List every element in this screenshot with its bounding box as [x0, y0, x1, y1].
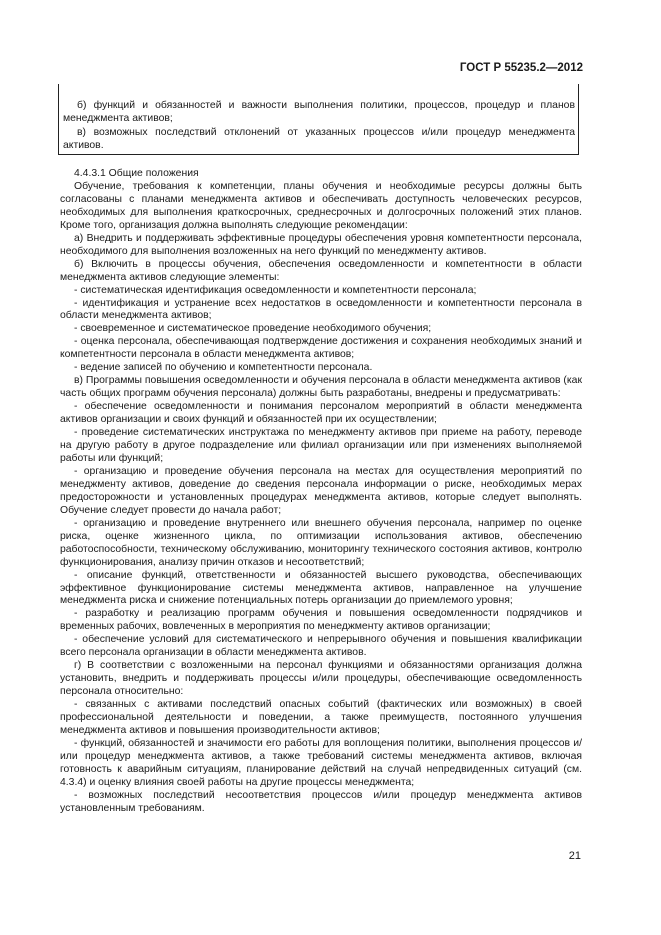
list-item: - обеспечение условий для систематического и непрерывного обучения и повышения квалификации всего персонала организации в области менеджмента активов.: [60, 634, 582, 659]
section-heading: 4.4.3.1 Общие положения: [74, 168, 199, 179]
list-item: - описание функций, ответственности и обязанностей высшего руководства, обеспечивающих эффективное функционирование системы менеджмента активов, направленное на улучшение менеджмента риска и снижение потенциальных потерь организации до приемлемого уровня;: [60, 569, 582, 607]
paragraph: г) В соответствии с возложенными на персонал функциями и обязанностями организация должна установить, внедрить и поддерживать процессы и/или процедуры, обеспечивающие осведомленность персонала относительно:: [60, 660, 582, 698]
main-text: [60, 168, 582, 816]
list-item: - оценка персонала, обеспечивающая подтверждение достижения и сохранения необходимых знаний и компетентности персонала в области менеджмента активов;: [60, 336, 582, 361]
bordered-box-text: [63, 99, 575, 153]
list-item: - проведение систематических инструктажа по менеджменту активов при приеме на работу, переводе на другую работу в другое подразделение или филиал организации или при изменениях выполняемой работы или функций;: [60, 427, 582, 464]
list-item: - идентификация и устранение всех недостатков в осведомленности и компетентности персонала в области менеджмента активов;: [60, 297, 582, 322]
page-number: 21: [568, 850, 581, 862]
document-header: ГОСТ Р 55235.2—2012: [459, 62, 583, 74]
list-item: - своевременное и систематическое проведение необходимого обучения;: [74, 323, 432, 335]
list-item: - ведение записей по обучению и компетентности персонала.: [74, 362, 373, 374]
paragraph: б) Включить в процессы обучения, обеспечения осведомленности и компетентности в области менеджмента активов следующие элементы:: [60, 258, 582, 283]
paragraph: в) Программы повышения осведомленности и обучения персонала в области менеджмента активов (как часть общих программ обучения персонала) должны быть разработаны, внедрены и предусматривать:: [60, 375, 582, 400]
list-item: - обеспечение осведомленности и понимания персоналом мероприятий в области менеджмента активов организации и своих функций и обязанностей при их осуществлении;: [60, 401, 582, 426]
list-item: - возможных последствий несоответствия процессов и/или процедур менеджмента активов установленным требованиям.: [60, 789, 582, 814]
paragraph: Обучение, требования к компетенции, планы обучения и необходимые ресурсы должны быть согласованы с планами менеджмента активов и обеспечивать доступность человеческих ресурсов, необходимых для выполнения краткосрочных, среднесрочных и долгосрочных положений этих планов. Кроме того, организация должна выполнять следующие рекомендации:: [60, 180, 582, 231]
box-item-b: б) функций и обязанностей и важности выполнения политики, процессов, процедур и планов менеджмента активов;: [63, 100, 575, 125]
list-item: - функций, обязанностей и значимости его работы для воплощения политики, выполнения процессов и/или процедур менеджмента активов, а также требований системы менеджмента активов, включая готовность к аварийным ситуациям, планирование действий на случай непредвиденных ситуаций (см. 4.3.4) и оценку влияния своей работы на другие процессы менеджмента;: [60, 737, 582, 788]
list-item: - разработку и реализацию программ обучения и повышения осведомленности подрядчиков и временных рабочих, вовлеченных в мероприятия по менеджменту активов организации;: [60, 608, 582, 633]
list-item: - связанных с активами последствий опасных событий (фактических или возможных) в своей профессиональной деятельности и поведении, а также преимуществ, постоянного улучшения менеджмента активов и повышения производительности активов;: [60, 699, 582, 736]
list-item: - организацию и проведение обучения персонала на местах для осуществления мероприятий по менеджменту активов, доведение до сведения персонала информации о риске, необходимых мерах предосторожности и установленных процедурах менеджмента активов, которые следует выполнять. Обучение следует провести до начала работ;: [60, 465, 582, 516]
list-item: - организацию и проведение внутреннего или внешнего обучения персонала, например по оценке риска, оценке жизненного цикла, по оптимизации использования активов, обеспечению работоспособности, техническому обслуживанию, мониторингу технического состояния активов, контролю функционирования, анализу причин отказов и несоответствий;: [60, 517, 582, 568]
paragraph: а) Внедрить и поддерживать эффективные процедуры обеспечения уровня компетентности персонала, необходимого для выполнения возложенных на него функций по менеджменту активов.: [60, 232, 582, 257]
box-item-v: в) возможных последствий отклонений от указанных процессов и/или процедур менеджмента активов.: [63, 126, 575, 152]
list-item: - систематическая идентификация осведомленности и компетентности персонала;: [74, 284, 477, 296]
